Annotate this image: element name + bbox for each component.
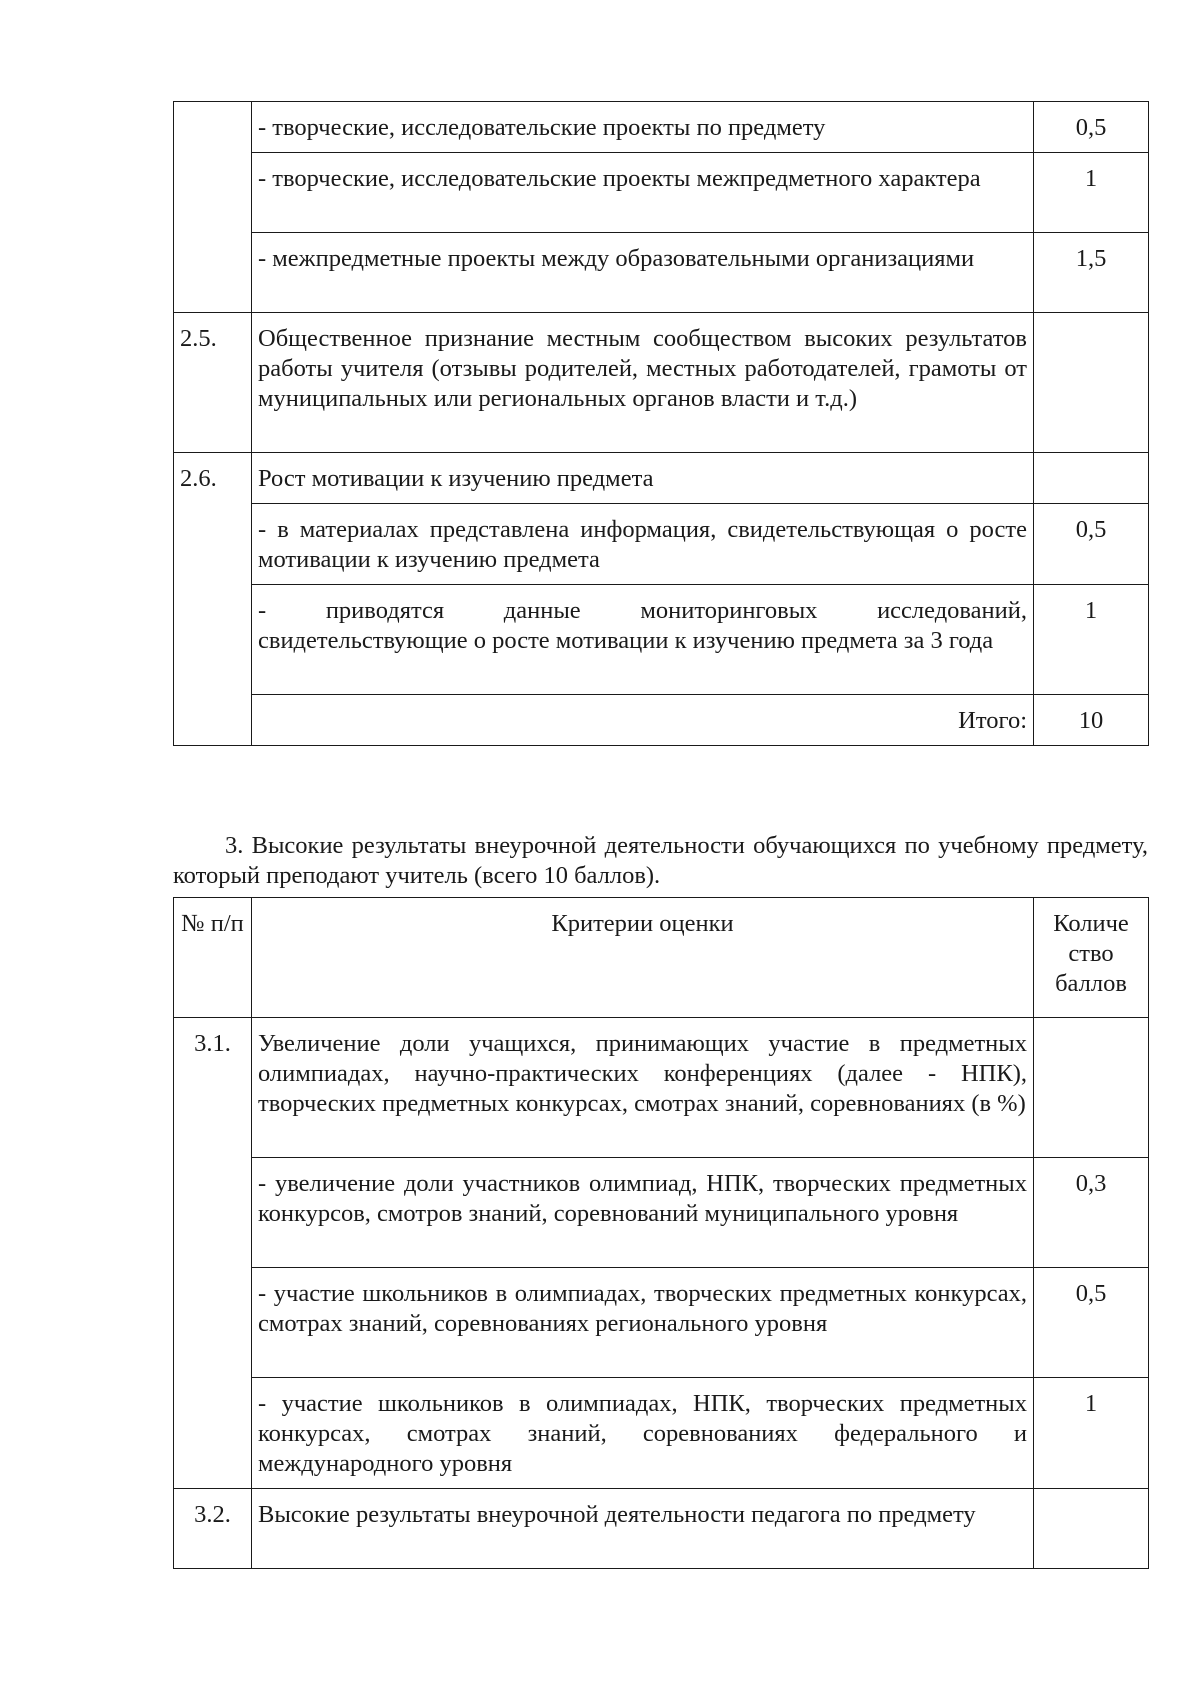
table-row: [174, 453, 1149, 504]
criterion-cell: - приводятся данные мониторинговых исследований, свидетельствующие о росте мотивации к изучению предмета за 3 года: [252, 585, 1034, 695]
row-number-cell: 2.5.: [174, 313, 252, 453]
criterion-cell: - в материалах представлена информация, свидетельствующая о росте мотивации к изучению предмета: [252, 504, 1034, 585]
row-number-cell: [174, 1268, 252, 1378]
points-cell: 0,5: [1034, 102, 1149, 153]
table-header-row: [174, 898, 1149, 1018]
header-points: Количе ство баллов: [1034, 898, 1149, 1018]
points-cell: 1: [1034, 585, 1149, 695]
row-number-cell: 3.2.: [174, 1489, 252, 1569]
points-cell: 1: [1034, 153, 1149, 233]
row-number-cell: [174, 504, 252, 585]
criterion-cell: - творческие, исследовательские проекты по предмету: [252, 102, 1034, 153]
criterion-cell: - участие школьников в олимпиадах, НПК, творческих предметных конкурсах, смотрах знаний, соревнованиях федерального и международного уровня: [252, 1378, 1034, 1489]
points-cell: 0,3: [1034, 1158, 1149, 1268]
table-row: [174, 102, 1149, 153]
criterion-cell: Общественное признание местным сообществом высоких результатов работы учителя (отзывы родителей, местных работодателей, грамоты от муниципальных или региональных органов власти и т.д.): [252, 313, 1034, 453]
table-row: [174, 1018, 1149, 1158]
points-cell: [1034, 453, 1149, 504]
total-value: 10: [1034, 695, 1149, 746]
header-criteria: Критерии оценки: [252, 898, 1034, 1018]
criteria-table-section-3: [173, 897, 1149, 1569]
criterion-cell: - творческие, исследовательские проекты межпредметного характера: [252, 153, 1034, 233]
header-number: № п/п: [174, 898, 252, 1018]
table-row: [174, 313, 1149, 453]
total-row: [174, 695, 1149, 746]
row-number-cell: [174, 102, 252, 153]
criteria-table-section-2: [173, 101, 1149, 746]
criterion-cell: - участие школьников в олимпиадах, творческих предметных конкурсах, смотрах знаний, соревнованиях регионального уровня: [252, 1268, 1034, 1378]
table-row: [174, 585, 1149, 695]
row-number-cell: [174, 233, 252, 313]
section-3-intro: 3. Высокие результаты внеурочной деятельности обучающихся по учебному предмету, который преподают учитель (всего 10 баллов).: [173, 832, 1148, 889]
criterion-cell: Высокие результаты внеурочной деятельности педагога по предмету: [252, 1489, 1034, 1569]
row-number-cell: [174, 1158, 252, 1268]
row-number-cell: [174, 585, 252, 695]
table-row: [174, 233, 1149, 313]
row-number-cell: [174, 153, 252, 233]
table-row: [174, 153, 1149, 233]
row-number-cell: [174, 695, 252, 746]
table-row: [174, 504, 1149, 585]
points-cell: 1,5: [1034, 233, 1149, 313]
table-row: [174, 1378, 1149, 1489]
row-number-cell: [174, 1378, 252, 1489]
points-cell: [1034, 313, 1149, 453]
points-cell: 0,5: [1034, 1268, 1149, 1378]
row-number-cell: 3.1.: [174, 1018, 252, 1158]
criterion-cell: - межпредметные проекты между образовательными организациями: [252, 233, 1034, 313]
total-label: Итого:: [252, 695, 1034, 746]
criterion-cell: Увеличение доли учащихся, принимающих участие в предметных олимпиадах, научно-практических конференциях (далее - НПК), творческих предметных конкурсах, смотрах знаний, соревнованиях (в %): [252, 1018, 1034, 1158]
points-cell: 1: [1034, 1378, 1149, 1489]
row-number-cell: 2.6.: [174, 453, 252, 504]
points-cell: 0,5: [1034, 504, 1149, 585]
criterion-cell: - увеличение доли участников олимпиад, НПК, творческих предметных конкурсов, смотров знаний, соревнований муниципального уровня: [252, 1158, 1034, 1268]
points-cell: [1034, 1489, 1149, 1569]
points-cell: [1034, 1018, 1149, 1158]
criterion-cell: Рост мотивации к изучению предмета: [252, 453, 1034, 504]
table-row: [174, 1489, 1149, 1569]
table-row: [174, 1268, 1149, 1378]
table-row: [174, 1158, 1149, 1268]
